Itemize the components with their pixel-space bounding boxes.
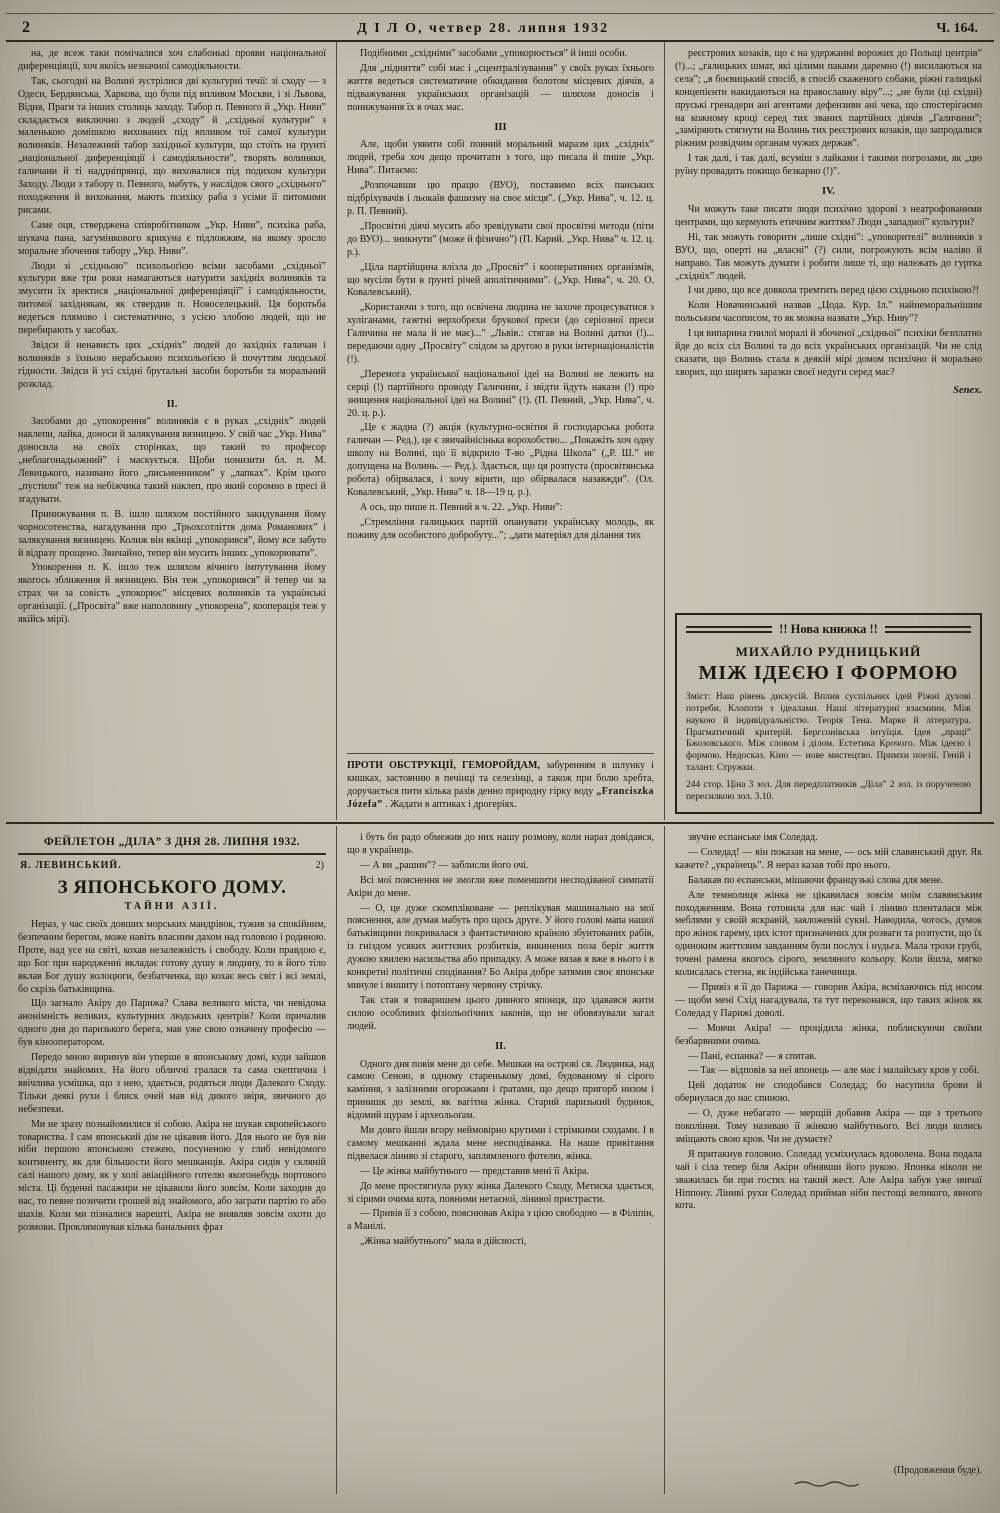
paragraph: — Соледад! — він показав на мене, — ось мій славянський друг. Як кажете? „українець”. Я нераз казав тобі про нього. bbox=[674, 846, 982, 871]
paragraph: Балакав по еспанськи, мішаючи французькі слова для мене. bbox=[687, 874, 944, 886]
book-ad bbox=[675, 613, 982, 814]
paragraph: Подібними „східніми” засобами „упокорюється” й інші особи. bbox=[359, 48, 628, 59]
paragraph: „Просвітні діячі мусять або зревідувати свої просвітні методи (піти до ВУО)... зникнути” (може й фізично”) (П. Карий. „Укр. Нива” ч. 12. ц. р.). bbox=[346, 220, 654, 258]
feuilleton-column-2 bbox=[336, 826, 664, 1494]
paragraph: Звідси й ненависть цих „східніх” людей до західніх галичан і волиняків з їхньою нерабською психольоґією й почуттям людської гідности. Звідси й усі східні брутальні засоби боротьби та моральний розклад. bbox=[18, 339, 326, 390]
paragraph: Передо мною виринув він уперше в японському домі, куди зайшов відвідати знайомих. На його обличчі гралася та сама скептична і ввічлива усмішка, що з нею, здається, родяться люди Далекого Сходу. Тільки деякі рухи і блиск очей мав від дикого звіря, звичного до небезпеки. bbox=[18, 1052, 326, 1115]
paragraph: — О, це дуже скомпліковане — реплікував машинально на мої пояснення, але думав мабуть про щось друге. У його голові мапа нашої батьківщини покривалася з фантастичною країною збунтованих рабів, із гніздом усяких життєвих розбитків, викинених поза беріг життя дужою хвилею насильства або припадку. А може вязав я вже в нього і в конкретні політичні сподівання? Бо Акіра добре затямив своє японське минуле і вишиту і потоптану червону стрічку. bbox=[346, 902, 654, 991]
paragraph: Чи можуть таке писати люди психічно здорові з неатрофованими центрами, що кермують етичним життям? Люди „западної” культури? bbox=[674, 203, 982, 228]
water-ad-lead: ПРОТИ ОБСТРУКЦІЇ, ГЕМОРОЙДАМ, bbox=[346, 760, 540, 772]
paragraph: Засобами до „упокорення” волиняків є в руках „східніх” людей наклепи, лайка, доноси й залякування вязницею. У свій час „Укр. Нива” доносила на своїх сторінках, що такий то професор „неблагонадьожний” і маскується. Щоби понизити бл. п. М. Левицького, називано його „письменником” у „лапках”. Крім цього „пустили” теж на небіжчика такий наклеп, про який соромно в пресі й згадувати. bbox=[18, 416, 326, 505]
paragraph: „Перемога української національної ідеї на Волині не лежить на серці (!) партійного проводу Галичини, і звідти йдуть накази (!) про знищення національної ідеї на Волині” (!). (П. Певний, „Укр. Нива”, ч. 20. ц. р.). bbox=[346, 368, 654, 419]
article-column-1 bbox=[8, 42, 336, 820]
masthead: Д І Л О, четвер 28. липня 1932 bbox=[357, 21, 610, 36]
paragraph: Senex. bbox=[953, 384, 982, 396]
feuilleton-column-1 bbox=[8, 826, 336, 1494]
water-ad-brand: „Franciszka Józefa” bbox=[346, 786, 654, 811]
page-number: 2 bbox=[22, 19, 30, 36]
paragraph: IV. bbox=[821, 186, 835, 198]
page-header bbox=[0, 14, 1000, 40]
article-section bbox=[0, 42, 1000, 820]
paragraph: Ми довго йшли вгору неймовірно крутими і стрімкими сходами. І в самому мешканні ждала мене несподіванка. На наше привітання підвелася ліниво зі старого, заплямленого фотелю, жінка. bbox=[346, 1125, 654, 1162]
book-ad-banner-text: !! Нова книжка !! bbox=[779, 621, 878, 636]
feuilleton-author: Я. ЛЕВИНСЬКИЙ. bbox=[20, 860, 122, 871]
paragraph: Що загнало Акіру до Парижа? Слава великого міста, чи невідома анонімність великих, культурних людських центрів? Коли причалив одного дня до паризького берега, мав уже свою означену професію — був кінооператором. bbox=[18, 998, 326, 1049]
feuilleton-text-3 bbox=[675, 832, 982, 1215]
paragraph: „Стремління галицьких партій опанувати українську молодь, як поживу для особистого добробуту...”; „дати матеріял для ділання тих bbox=[346, 516, 654, 541]
paragraph: Але темнолиця жінка не цікавилася зовсім моїм славянським походженням. Вона готовила для нас чай і ліниво пленталася між меблями у своїй яскравій, заяложеній сукні. Наводила, чогось, думок про жінок гарему, цих істот призначених для розваги та розпусти, що їх одиноким життєвим завданням були послух і нудьга. Мала трохи грубі, точені рамена якогось сірого, земляного кольору. Коли йшла, мягко колисалась стегна, як індійська танечниця. bbox=[674, 889, 982, 979]
continuation-note: (Продовження буде). bbox=[893, 1465, 982, 1477]
paragraph: Саме оця, стверджена співробітником „Укр. Ниви”, психіка раба, шукача пана, загумінкового крикуна є підложжям, на якому зросло моральне збочення табору „Укр. Ниви”. bbox=[18, 219, 326, 257]
paragraph: II. bbox=[495, 1040, 506, 1052]
feuilleton-text-2 bbox=[347, 832, 654, 1251]
water-ad-text bbox=[347, 760, 654, 812]
feuilleton-section bbox=[0, 826, 1000, 1494]
feuilleton-byline bbox=[20, 860, 324, 871]
paragraph: — О, дуже небагато — мерщій добавив Акіра — ще з третього покоління. Тому називаю її жінкою майбутнього. Всі люди колись зміщають свою кров. Чи не думаєте? bbox=[674, 1108, 982, 1145]
end-flourish-icon bbox=[793, 1480, 863, 1488]
paragraph: на, де всеж таки помічалися хоч слабонькі прояви національної диференціяції, хоч якоїсь незначної самодіяльности. bbox=[18, 48, 326, 72]
paragraph: Ми не зразу познайомилися зі собою. Акіра не шукав європейського товариства. І сам японський дім не цікавив його. Для нього не був він ніби першою японською стежею, посуненою у глиб невідомого континенту, як для більшости його мешканців. Акіра сидів у скляній салі нашого дому, як у холі авіаційного готелю якогонебудь портового міста. Ці буденні пасажири не цікавили його зовсім. Коли заходив до нас, то певне позичити грошей від знайомого, або заграти партію ґо або шахів. Коли ми пізналися нарешті, Акіра не виявляв зовсім охоти до розмови. Проклямовував кілька банальних фраз bbox=[18, 1118, 326, 1233]
paragraph: Коли Новачинський назвав „Цода. Кур. Іл.” найнеморальнішим польським часописом, то як можна назвати „Укр. Ниву”? bbox=[674, 300, 982, 325]
water-ad-body: забуренням в шлунку і кишках, застоянню в печінці та селезінці, а також при болю хребта, доручається пити кілька разів денно природну гірку воду bbox=[346, 760, 654, 798]
water-ad bbox=[347, 753, 654, 814]
feuilleton-title: З ЯПОНСЬКОГО ДОМУ. bbox=[57, 877, 287, 898]
paragraph: — Привів її з собою, пояснював Акіра з цією свободою — в Філіпін, а Манілі. bbox=[346, 1208, 654, 1233]
paragraph: реєстрових козаків, що є на удержанні ворожих до Польщі центрів” (!)...; „галицьких шмат, які цілими паками даремно (!) висилаються на села”; „в боєвицький спосіб, в спосіб скаженого собаки, ріжні галицькі концепієнти накидаються на православну віру”...; „не були (ці східні) пруські гренадери ані агентами дефензиви ані чека, що спостерігаємо на кожному кроці серед тих званих партійних діячів „Галичини”; „заміряють стягнути на Волинь тих реєстрових козаків, що запродалися ріжним розвідчим органам чужих держав”. bbox=[674, 48, 982, 150]
issue-number: Ч. 164. bbox=[936, 21, 978, 36]
paragraph: — Це жінка майбутнього — представив мені її Акіра. bbox=[359, 1165, 589, 1177]
feuilleton-end bbox=[675, 1457, 982, 1488]
paragraph: II. bbox=[166, 398, 178, 410]
feuilleton-column-3 bbox=[664, 826, 992, 1494]
paragraph: Принижування п. В. ішло шляхом постійного закидування йому чорносотенства, нагадування про „Трьохсотліття дома Романових” і залякування вязницею. Колиж він вкінці „упокорився”, йому все забуто й відразу прощено. Звичайно, тепер він мусить інших „упокорювати”. bbox=[18, 508, 326, 559]
book-ad-author: МИХАЙЛО РУДНИЦЬКИЙ bbox=[735, 643, 922, 659]
feuilleton-header: ФЕЙЛЕТОН „ДІЛА” З ДНЯ 28. ЛИПНЯ 1932. bbox=[18, 832, 326, 855]
paragraph: „Це є жадна (?) акція (культурно-освітня й господарська робота галичан — Ред.), це є звичайнісінька ворохобство... „Покажіть хоч одну школу на Волині, що її відкрило Т-во „Рідна Школа” („Р. Ш.” не допущена на Волинь. — Ред.). Здається, що ця розпуста (просвітянська робота) обірвалася, і хочу вірити, що обірвалася назавжди”. (Ол. Ковалевський, „Укр. Нива” ч. 18—19 ц. р.). bbox=[346, 422, 654, 498]
feuilleton-subtitle: ТАЙНИ АЗІЇ. bbox=[124, 901, 220, 912]
article-text-1 bbox=[18, 48, 326, 629]
paragraph: Для „підняття” собі мас і „сцентралізування” у своїх руках їхнього життя ведеться систематичне обкидання болотом місцевих діячів, а підважування українських організацій — шляхом доносів і понижування їх в очах мас. bbox=[346, 62, 654, 113]
water-ad-body-2: . Жадати в аптиках і дрогеріях. bbox=[385, 799, 517, 811]
paragraph: Нераз, у час своїх довших морських мандрівок, тужив за спокійним, безпечним берегом, може навіть власним дахом над головою і родиною. Проте, над усе на світі, кохав незалежність і свободу. Коли правдою є, що Бог при народженні вкладає готову душу в людину, то в його тіло вклав Бог душу волоцюги, безбатченка, що кохає весь світ і всі землі, бо скрізь батьківщина. bbox=[18, 919, 326, 995]
article-text-3 bbox=[675, 48, 982, 400]
paragraph: Упокорення п. К. ішло теж шляхом вічного імпутування йому якогось зближення й вязницею. Він теж „упокорився” й тепер чи за страх чи за совість „упокорює” місцевих волиняків та українські організації. („Просвіта” вже наполовину „упокорена”, кооперація теж у якійсь мірі). bbox=[18, 562, 326, 626]
paragraph: Я притакнув головою. Соледад усміхнулась вдоволена. Вона подала чай і сіла тепер біля Акіри обнявши його рукою. Японка ніколи не зважилась би при гостях на такий жест. Але Акіра забув уже звичаї Ніппону. Ліниві рухи Соледад приймав ніби пестощі великого, явного кота. bbox=[674, 1148, 982, 1212]
paragraph: І так далі, і так далі, всуміш з лайками і такими погрозами, як „цю руїну провадить покищо безкарно (!)”. bbox=[674, 153, 982, 178]
paragraph: І ця випарина гнилої моралі й збоченої „східньої” психіки безплатно йде до всіх сіл Волині та до всіх українських організацій. Чи не слід сказати, що Волинь стала в деякій мірі домом психічно й морально хворих, що ширять заразки своєї недуги серед мас? bbox=[674, 328, 982, 378]
paragraph: „Користаючи з того, що освічена людина не захоче процесуватися з хуліганами, газетні верхобрехи брукової преси (до серіозної преси Галичина не мала й не має)...” „Львів.: стягав на Волині датки (!)... передаючи одну „Просвіту” слідом за другою в руки інтернаціоналістів (!). bbox=[346, 302, 654, 365]
paragraph: Всі мої пояснення не змогли вже поменшити несподіваної симпатії Акіри до мене. bbox=[346, 874, 654, 899]
article-text-2 bbox=[347, 48, 654, 545]
paragraph: Так, сьогодні на Волині зустрілися дві культурні течії: зі сходу — з Одеси, Бердянська, Харкова, що були під впливом Москви, і зі Львова, Відня, Праги та інших столиць заходу. Табор п. Певного й „Укр. Ниви” складається виключно з людей „сходу” й „східньої культури” з маленькою домішкою вихованих під впливом тої самої культури волиняків. Незалежний табор західньої культури, що стоїть на ґрунті „національної диференціяції і самодіяльности”, творять волиняки, галичани й ті наддніпрянці, що виховалися під подихом культури Заходу. Люди з табору п. Певного, мабуть, у наслідок свого „східнього” походження й виховання, мають психіку раба з усіми її питомими рисами. bbox=[18, 75, 326, 216]
paragraph: III bbox=[494, 121, 507, 133]
paragraph: і буть би радо обмежив до них нашу розмову, коли нараз довідався, що я українець. bbox=[346, 832, 654, 856]
paragraph: „Ціла партійщина влізла до „Просвіт” і кооперативних організмів, що мусіли бути в ґрунті річей аполітичними”. („Укр. Нива”, ч. 20. О. Ковалевський). bbox=[346, 261, 654, 299]
paragraph: Ні, так можуть говорити „лише східні”: „упокорителі” волиняків з ВУО, що, оперті на „власні” (?) сили, погрожують всім наліво й направо. Так можуть думати і робити лише ті, що належать до гуртка „східніх” людей. bbox=[674, 231, 982, 282]
paragraph: „Розпочавши цю працю (ВУО), поставимо всіх панських підбріхувачів і льокаїв фашизму на своє місця”. („Укр. Нива”, ч. 12. ц. р. П. Певний). bbox=[346, 180, 654, 217]
paragraph: Цей додаток не сподобався Соледад; бо насупила брови й обернулася до нас спиною. bbox=[674, 1080, 982, 1105]
feuilleton-text-1 bbox=[18, 919, 326, 1237]
book-ad-banner bbox=[686, 622, 971, 637]
paragraph: Так став я товаришем цього дивного японця, що здавався жити силою особливих фізіольоґічних законів, що не обовязували загал людей. bbox=[346, 994, 654, 1032]
feuilleton-part-number: 2) bbox=[315, 860, 324, 871]
book-ad-price: 244 стор. Ціна 3 зол. Для передплатників „Діла” 2 зол. із порученою пересилкою зол. 3.10. bbox=[685, 780, 971, 803]
paragraph: звучне еспанське імя Соледад. bbox=[687, 832, 818, 843]
paragraph: До мене простягнула руку жінка Далекого Сходу, Метиска здається, зі сірими очима кота, повними нетаєної, лінивої пристрасти. bbox=[346, 1180, 654, 1205]
paragraph: І чи диво, що все довкола тремтить перед цією східньою психікою?! bbox=[687, 285, 980, 297]
paragraph: — Привіз я її до Парижа — говорив Акіра, всміхаючись під носом — щоби мені Схід нагадувала, та тут переконався, що таких жінок як Соледад у Парижі доволі. bbox=[674, 981, 982, 1019]
paragraph: Люди зі „східньою” психольоґією всіми засобами „східньої” культури вже три роки намагаються натурити західніх волиняків та змусити їх зректися „національної диференціяції” і самодіяльности, питомої західнякам, як ствердив п. Новоселецький. Ця боротьба ведеться плямово і систематично, з усією злобою людей, що не перебирають у засобах. bbox=[18, 260, 326, 337]
paragraph: — Пані, еспанка? — я спитав. bbox=[687, 1050, 817, 1062]
book-ad-title: МІЖ ІДЕЄЮ І ФОРМОЮ bbox=[698, 661, 959, 684]
section-divider bbox=[6, 822, 994, 824]
paragraph: Але, щоби уявити собі повний моральний маразм цих „східніх” людей, треба хоч дещо прочитати з того, що писала й пише „Укр. Нива”. Питаємо: bbox=[346, 139, 654, 177]
paragraph: — Так — відповів за неї японець — але має і малайську кров у собі. bbox=[687, 1065, 980, 1077]
article-column-3 bbox=[664, 42, 992, 820]
article-column-2 bbox=[336, 42, 664, 820]
paragraph: — Мовчи Акіра! — процідила жінка, поблискуючи своїми безбарвними очима. bbox=[674, 1022, 982, 1047]
paragraph: А ось, що пише п. Певний в ч. 22. „Укр. Ниви”: bbox=[359, 501, 563, 513]
paragraph: Одного дня повів мене до себе. Мешкав на острові св. Людвика, над самою Сеною, в одному старенькому домі, будованому зі сірого каміння, з залізними огорожами і ґратами, що дещо пригорб низом і принишк до землі, як вагітна жінка. Старий паризький будинок, відомий щурам і археольоґам. bbox=[346, 1058, 654, 1122]
book-ad-contents: Зміст: Наш рівень дискусій. Вплив суспільних ідей Ріжні духові потреби. Клопоти з ідеалами. Наші літературні взаємини. Між наукою й індивідуальністю. Теорія Тена. Марке й література. Прагматичний критерій. Бергсонівська інтуїція. Ідея „праці” Бжозовського. Між словом і ділом. Естетика Крочого. Між ідеєю і формою. Недосказ. Кіно — нове мистецтво. Примхи поезії. Геній і талант. Стружки. bbox=[685, 691, 971, 774]
paragraph: — А ви „рашин”? — заблисли його очі. bbox=[359, 859, 529, 871]
paragraph: „Жінка майбутнього” мала в дійсності, bbox=[359, 1236, 527, 1248]
